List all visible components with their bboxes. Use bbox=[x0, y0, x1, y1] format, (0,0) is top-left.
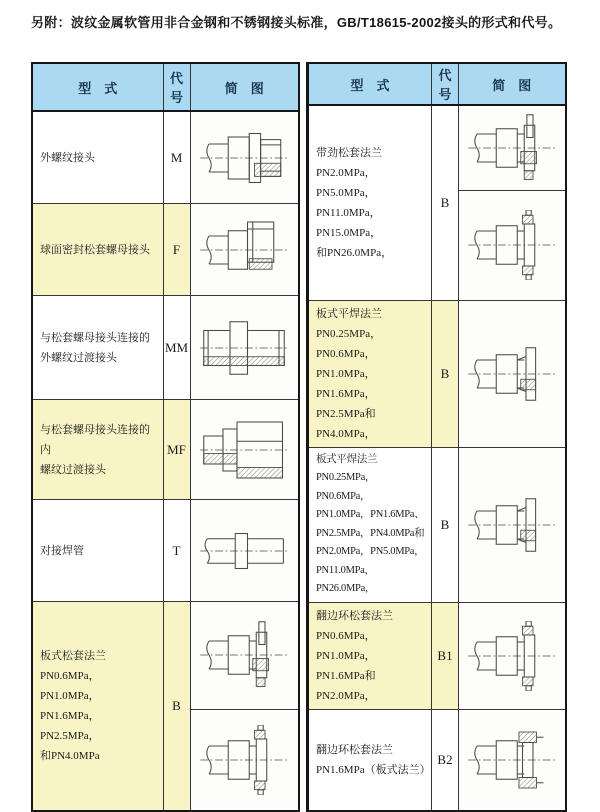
joint-diagram bbox=[193, 516, 297, 586]
joint-code-cell: MF bbox=[163, 400, 190, 500]
joint-code-cell: B bbox=[432, 105, 459, 300]
joint-diagram bbox=[461, 725, 563, 795]
joint-type-line: 外螺纹接头 bbox=[40, 151, 95, 164]
joint-type-line: PN0.6MPa，PN1.0MPa， bbox=[316, 629, 376, 662]
joint-type-cell bbox=[308, 105, 432, 300]
joint-type-line: PN0.6MPa，PN1.0MPa， bbox=[40, 669, 100, 702]
table-row bbox=[32, 204, 299, 296]
joint-type-cell bbox=[32, 400, 163, 500]
joint-type-line: PN2.0MPa，PN5.0MPa， bbox=[316, 166, 376, 199]
joint-diagram bbox=[461, 339, 563, 409]
joint-type-line: PN11.0MPa，PN26.0MPa， bbox=[316, 564, 376, 594]
joint-type-cell bbox=[308, 300, 432, 447]
joint-code-cell: B bbox=[163, 601, 190, 811]
joint-type-line: 与松套螺母接头连接的 bbox=[40, 331, 150, 344]
joint-type-cell bbox=[32, 111, 163, 203]
joint-type-line: PN0.25MPa，PN0.6MPa， bbox=[316, 327, 382, 360]
joint-diagram bbox=[461, 490, 563, 560]
joint-type-line: 外螺纹过渡接头 bbox=[40, 351, 117, 364]
joint-type-line: PN2.0MPa，PN5.0MPa， bbox=[316, 546, 425, 557]
joint-type-cell bbox=[32, 204, 163, 296]
joint-type-cell bbox=[308, 709, 432, 811]
joint-type-line: PN1.6MPa（板式法兰） bbox=[316, 763, 431, 776]
column-header-code: 代号 bbox=[432, 63, 459, 105]
joint-diagram-cell bbox=[459, 602, 566, 709]
column-header-code: 代号 bbox=[163, 63, 190, 111]
joint-diagram bbox=[193, 215, 297, 285]
joint-code-cell: B2 bbox=[432, 709, 459, 811]
joint-type-line: 板式松套法兰 bbox=[40, 649, 106, 662]
header-row bbox=[32, 63, 299, 111]
joint-diagram-cell bbox=[190, 296, 299, 400]
joint-type-line: 和PN4.0MPa bbox=[40, 749, 100, 762]
table-row bbox=[32, 111, 299, 203]
joint-type-line: PN2.5MPa和PN4.0MPa， bbox=[316, 407, 376, 440]
joint-diagram-cell bbox=[190, 500, 299, 601]
table-row bbox=[32, 400, 299, 500]
joint-type-cell bbox=[32, 601, 163, 811]
joint-type-line: 球面密封松套螺母接头 bbox=[40, 243, 150, 256]
table-row bbox=[32, 296, 299, 400]
joint-type-line: 带劲松套法兰 bbox=[316, 146, 382, 159]
joint-code-cell: B bbox=[432, 300, 459, 447]
joint-type-cell bbox=[32, 500, 163, 601]
joint-code-cell: B1 bbox=[432, 602, 459, 709]
joint-diagram-cell bbox=[459, 447, 566, 602]
joint-diagram-cell bbox=[190, 400, 299, 500]
joint-type-line: 螺纹过渡接头 bbox=[40, 463, 106, 476]
table-row bbox=[308, 709, 566, 811]
joint-type-line: 板式平焊法兰 bbox=[316, 453, 378, 465]
joint-diagram bbox=[193, 123, 297, 193]
joint-type-line: 和PN26.0MPa， bbox=[316, 246, 393, 259]
joint-type-line: PN2.5MPa，PN4.0MPa和 bbox=[316, 527, 425, 539]
joint-type-cell bbox=[308, 602, 432, 709]
joint-diagram bbox=[193, 313, 297, 383]
joint-diagram-cell bbox=[190, 710, 299, 811]
column-header-diagram: 简 图 bbox=[459, 63, 566, 105]
joint-type-line: PN1.0MPa，PN1.6MPa、 bbox=[316, 509, 425, 520]
table-row bbox=[32, 500, 299, 601]
joint-diagram bbox=[193, 725, 297, 795]
joint-diagram-cell bbox=[459, 300, 566, 447]
joint-type-line: 翻边环松套法兰 bbox=[316, 743, 393, 756]
joint-diagram bbox=[461, 621, 563, 691]
joint-code-cell: MM bbox=[163, 296, 190, 400]
joint-diagram bbox=[193, 620, 297, 690]
joint-code-cell: F bbox=[163, 204, 190, 296]
joint-type-line: PN11.0MPa，PN15.0MPa， bbox=[316, 206, 382, 239]
joint-type-line: PN1.6MPa，PN2.5MPa， bbox=[40, 709, 100, 742]
column-header-type: 型 式 bbox=[308, 63, 432, 105]
joint-type-line: 板式平焊法兰 bbox=[316, 307, 382, 320]
joint-standard-tables bbox=[31, 62, 567, 812]
joint-diagram-cell bbox=[190, 601, 299, 709]
joint-type-line: 翻边环松套法兰 bbox=[316, 609, 393, 622]
joint-type-table-left bbox=[31, 62, 300, 812]
column-header-diagram: 简 图 bbox=[190, 63, 299, 111]
joint-code-cell: T bbox=[163, 500, 190, 601]
table-row bbox=[32, 601, 299, 709]
joint-diagram-cell bbox=[459, 709, 566, 811]
joint-type-line: PN0.25MPa，PN0.6MPa， bbox=[316, 472, 376, 502]
joint-diagram bbox=[461, 113, 563, 183]
table-row bbox=[308, 105, 566, 190]
joint-type-cell bbox=[308, 447, 432, 602]
table-row bbox=[308, 300, 566, 447]
joint-type-cell bbox=[32, 296, 163, 400]
table-row bbox=[308, 447, 566, 602]
page-title: 另附：波纹金属软管用非合金钢和不锈钢接头标准，GB/T18615-2002接头的形式和代号。 bbox=[31, 15, 562, 30]
joint-diagram bbox=[193, 415, 297, 485]
joint-diagram-cell bbox=[459, 105, 566, 190]
joint-diagram-cell bbox=[190, 111, 299, 203]
joint-diagram-cell bbox=[190, 204, 299, 296]
joint-code-cell: M bbox=[163, 111, 190, 203]
joint-code-cell: B bbox=[432, 447, 459, 602]
joint-type-table-right bbox=[306, 62, 567, 812]
column-header-type: 型 式 bbox=[32, 63, 163, 111]
joint-type-line: 对接焊管 bbox=[40, 544, 84, 557]
joint-diagram-cell bbox=[459, 190, 566, 300]
joint-type-line: 与松套螺母接头连接的内 bbox=[40, 423, 150, 456]
header-row bbox=[308, 63, 566, 105]
joint-type-line: PN1.6MPa和PN2.0MPa， bbox=[316, 669, 376, 702]
joint-diagram bbox=[461, 210, 563, 280]
joint-type-line: PN1.0MPa，PN1.6MPa， bbox=[316, 367, 376, 400]
table-row bbox=[308, 602, 566, 709]
